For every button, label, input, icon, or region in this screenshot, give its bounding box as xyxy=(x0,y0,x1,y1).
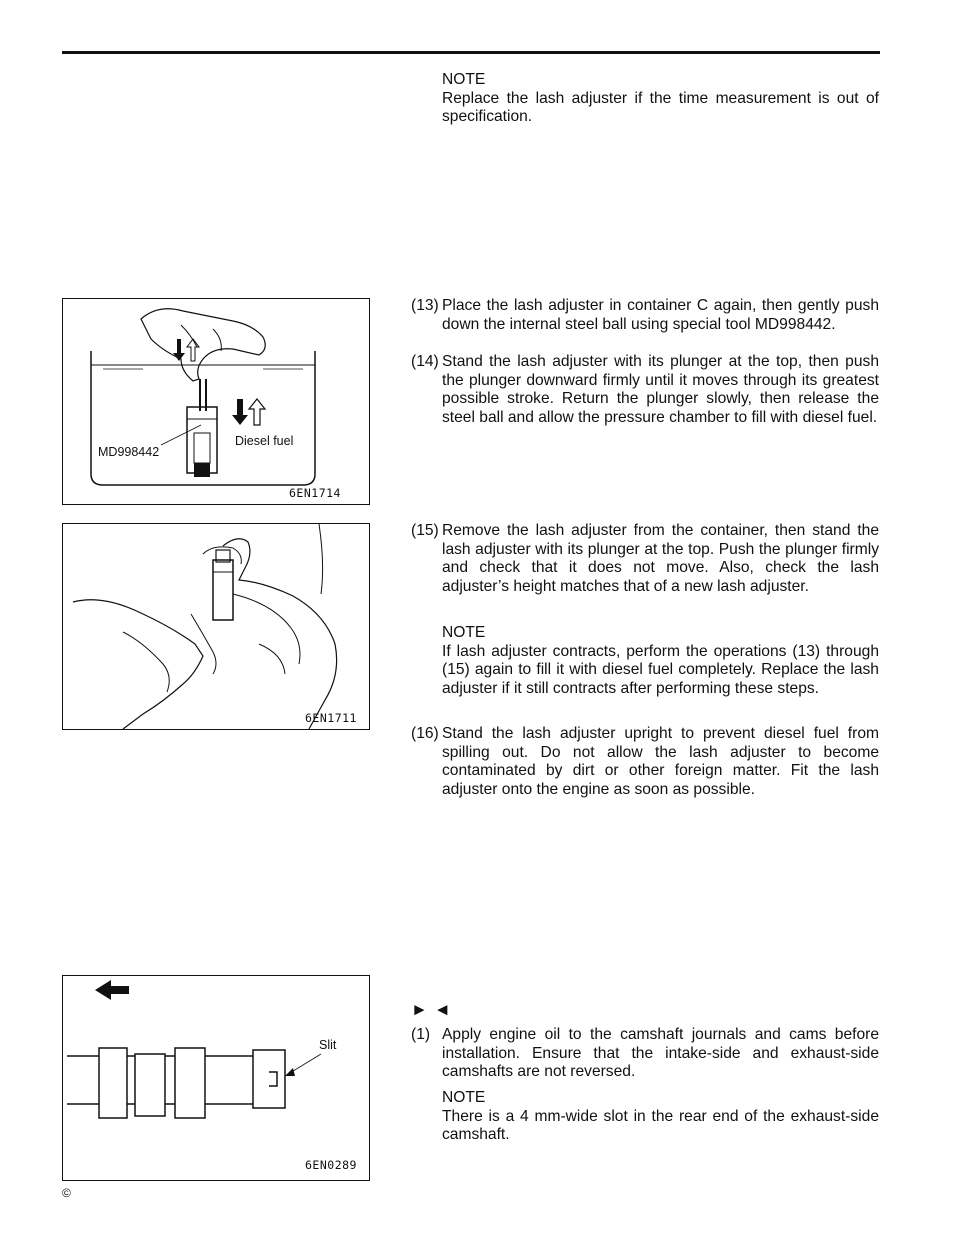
note-time-measurement xyxy=(442,71,879,127)
step-text: Place the lash adjuster in container C again, then gently push down the internal steel ball using special tool MD998442. xyxy=(442,297,879,333)
label-diesel-fuel: Diesel fuel xyxy=(235,434,294,448)
copyright-mark: © xyxy=(62,1186,71,1200)
step-text: Stand the lash adjuster with its plunger at the top, then push the plunger downward firmly until it moves through its greatest possible stroke. Return the plunger slowly, then release the steel ball and allow the pressure chamber to fill with diesel fuel. xyxy=(442,353,879,426)
figure-code: 6EN1711 xyxy=(305,711,357,725)
figure-code: 6EN0289 xyxy=(305,1158,357,1172)
step-16 xyxy=(411,725,879,799)
hand-illustration xyxy=(63,524,369,729)
label-slit: Slit xyxy=(319,1038,337,1052)
camshaft-illustration xyxy=(63,976,369,1180)
container-illustration xyxy=(63,299,369,504)
step-text: Stand the lash adjuster upright to prevent diesel fuel from spilling out. Do not allow the lash adjuster to become contaminated by dirt or other foreign matter. Fit the lash adjuster onto the engine as soon as possible. xyxy=(442,725,879,798)
note-contracts xyxy=(442,624,879,698)
figure-code: 6EN1714 xyxy=(289,486,341,500)
note-text: There is a 4 mm-wide slot in the rear end of the exhaust-side camshaft. xyxy=(442,1107,879,1144)
header-rule xyxy=(62,51,880,54)
step-text: Remove the lash adjuster from the container, then stand the lash adjuster with its plunger at the top. Push the plunger firmly and check that it does not move. Also, check the lash adjuster’s height matches that of a new lash adjuster. xyxy=(442,522,879,595)
note-heading: NOTE xyxy=(442,624,486,641)
step-number: (1) xyxy=(411,1026,431,1043)
note-heading: NOTE xyxy=(442,71,486,88)
note-heading: NOTE xyxy=(442,1089,486,1106)
step-number: (16) xyxy=(411,725,439,742)
note-text: If lash adjuster contracts, perform the operations (13) through (15) again to fill it with diesel fuel completely. Replace the lash adjuster if it still contracts after performing these steps. xyxy=(442,642,879,697)
step-15 xyxy=(411,522,879,596)
step-text: Apply engine oil to the camshaft journals and cams before installation. Ensure that the intake-side and exhaust-side camshafts are not reversed. xyxy=(442,1026,879,1081)
label-md998442: MD998442 xyxy=(98,445,160,459)
section-markers: ►◄ xyxy=(411,1000,457,1019)
step-1 xyxy=(411,1026,879,1082)
figure-hand-pushing-plunger xyxy=(62,523,370,730)
note-slot xyxy=(442,1089,879,1145)
step-number: (15) xyxy=(411,522,439,539)
step-14 xyxy=(411,353,879,427)
step-number: (14) xyxy=(411,353,439,370)
step-13 xyxy=(411,297,879,334)
figure-lash-adjuster-in-container xyxy=(62,298,370,505)
note-text: Replace the lash adjuster if the time measurement is out of specification. xyxy=(442,89,879,126)
step-number: (13) xyxy=(411,297,439,314)
figure-camshaft-slit xyxy=(62,975,370,1181)
